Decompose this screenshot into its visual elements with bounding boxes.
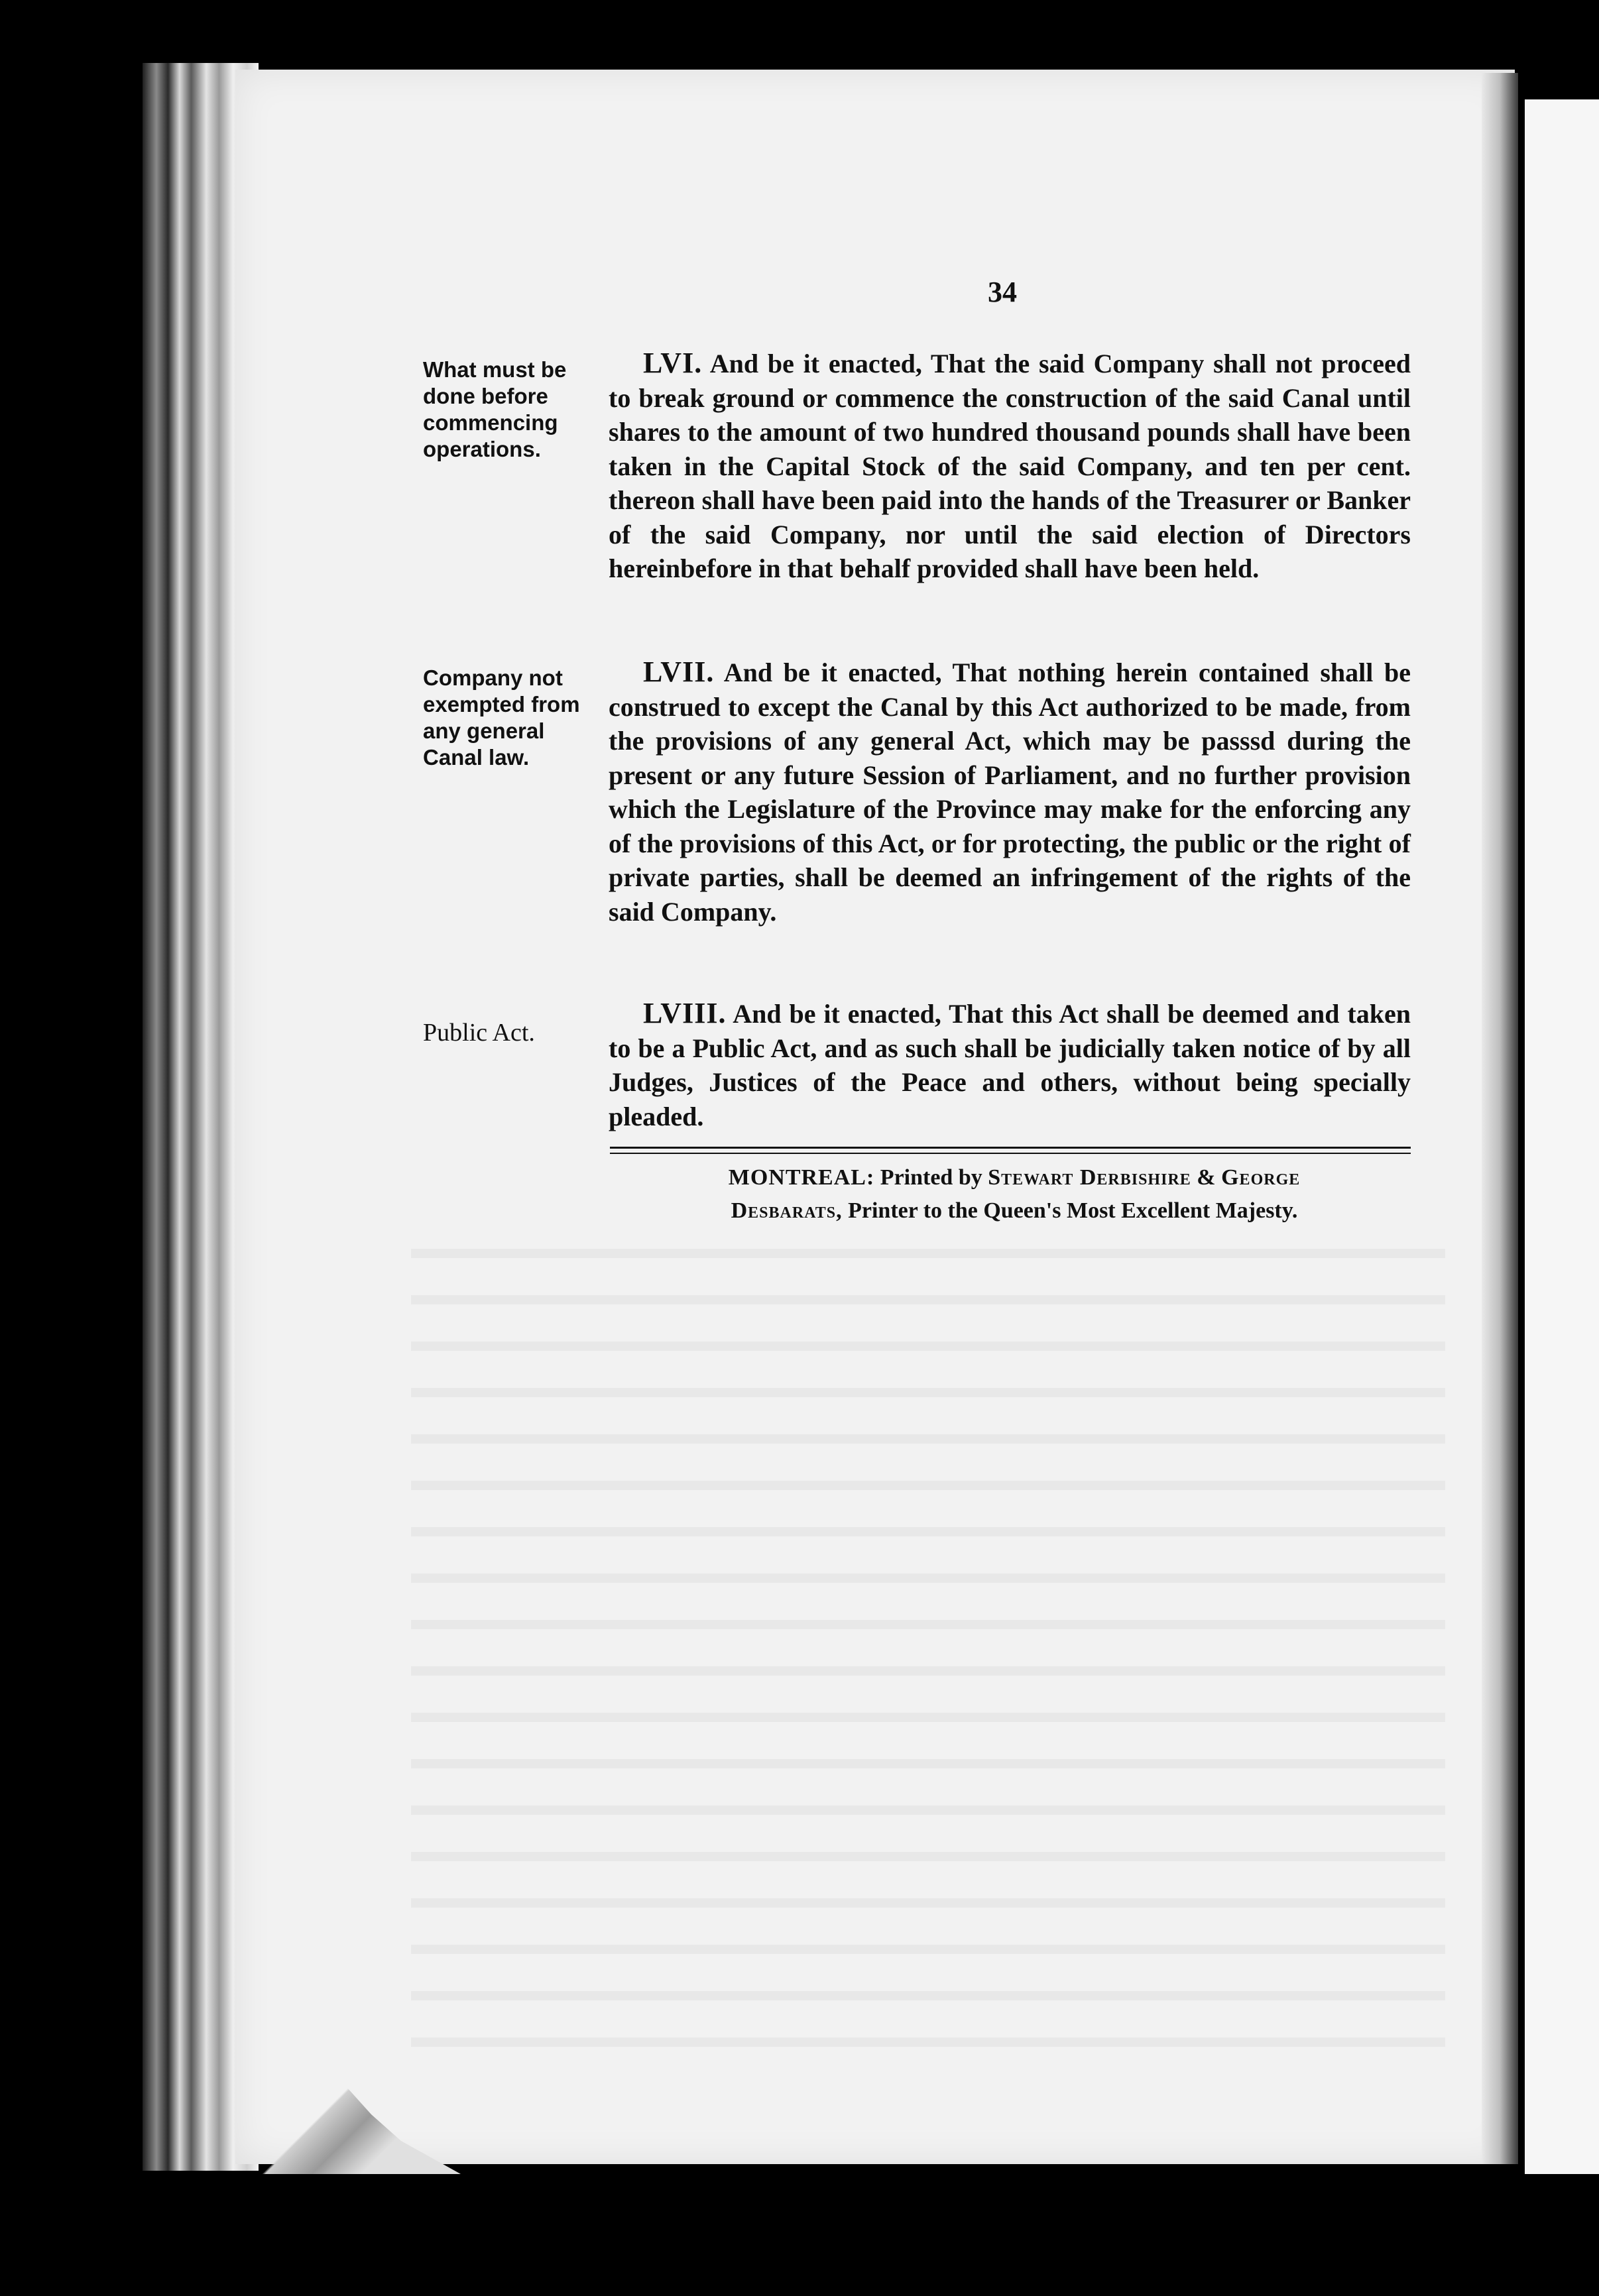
imprint-title: Printer to the Queen's Most Excellent Majesty. bbox=[848, 1198, 1298, 1223]
section-text: And be it enacted, That nothing herein contained shall be construed to except the Canal by this Act authorized to be made, from the provisions of any general Act, which may be passsd during the present or any future Session of Parliament, and no further provision which the Legislature of the Province may make for the enforcing any of the provisions of this Act, or for protecting, the public or the right of private parties, shall be deemed an infringement of the rights of the said Company. bbox=[609, 658, 1411, 927]
printer-imprint bbox=[620, 1161, 1409, 1228]
section-lvii bbox=[609, 655, 1411, 929]
imprint-printer-two-last: Desbarats, bbox=[731, 1198, 843, 1223]
section-text: And be it enacted, That this Act shall be deemed and taken to be a Public Act, and as such shall be judicially taken notice of by all Judges, Justices of the Peace and others, without being specially pleaded. bbox=[609, 999, 1411, 1131]
imprint-amp: & bbox=[1197, 1165, 1216, 1190]
section-lvi bbox=[609, 346, 1411, 586]
show-through-text bbox=[411, 1226, 1445, 2055]
imprint-line-2 bbox=[620, 1194, 1409, 1228]
section-numeral: LVIII. bbox=[643, 997, 727, 1029]
imprint-city: MONTREAL: bbox=[728, 1165, 875, 1190]
page-right-edge bbox=[1482, 73, 1518, 2164]
facing-page bbox=[1525, 99, 1599, 2174]
imprint-printed-by: Printed by bbox=[880, 1165, 982, 1190]
section-numeral: LVI. bbox=[643, 347, 703, 379]
margin-note-lviii: Public Act. bbox=[423, 1019, 535, 1047]
section-numeral: LVII. bbox=[643, 656, 715, 688]
margin-note-lvi: What must be done before commencing operations. bbox=[423, 357, 567, 461]
imprint-printer-one: Stewart Derbishire bbox=[988, 1165, 1191, 1190]
imprint-printer-two-first: George bbox=[1221, 1165, 1301, 1190]
imprint-line-1 bbox=[620, 1161, 1409, 1194]
section-text: And be it enacted, That the said Company shall not proceed to break ground or commence the construction of the said Canal until shares to the amount of two hundred thousand pounds shall have been taken in the Capital Stock of the said Company, and ten per cent. thereon shall have been paid into the hands of the Treasurer or Banker of the said Company, nor until the said election of Directors hereinbefore in that behalf provided shall have been held. bbox=[609, 349, 1411, 583]
double-rule-bottom bbox=[610, 1153, 1411, 1154]
page-number: 34 bbox=[988, 276, 1017, 308]
section-lviii bbox=[609, 996, 1411, 1133]
double-rule-top bbox=[610, 1147, 1411, 1149]
margin-note-lvii: Company not exempted from any general Canal law. bbox=[423, 665, 580, 770]
